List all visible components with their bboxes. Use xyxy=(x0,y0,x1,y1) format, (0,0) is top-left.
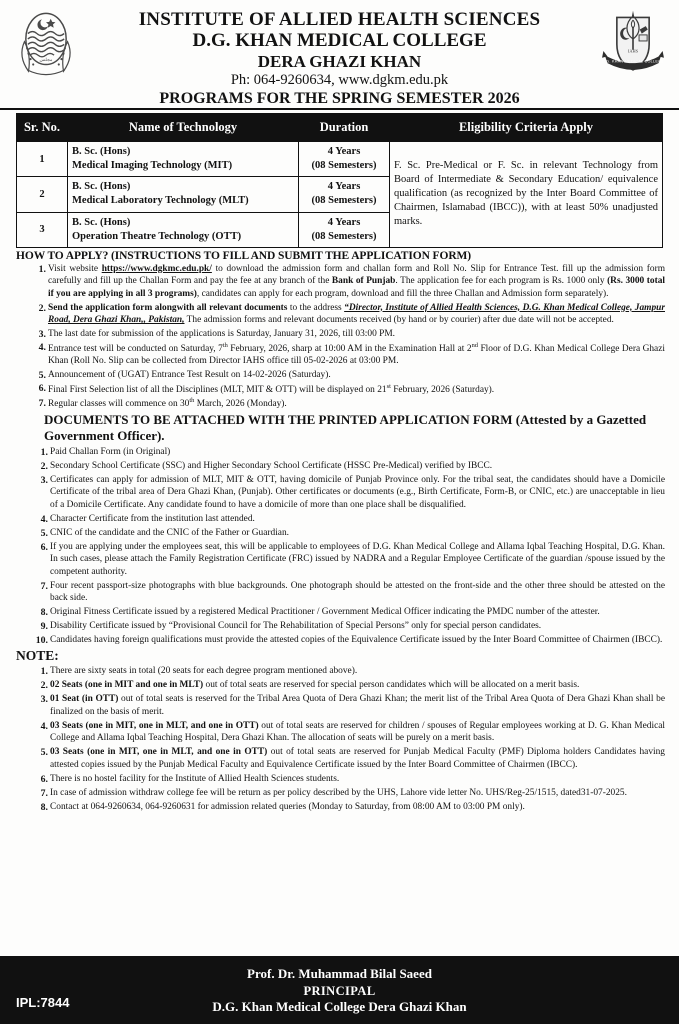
cell-sr-no: 2 xyxy=(17,177,68,212)
website-link[interactable]: https://www.dgkmc.edu.pk/ xyxy=(101,263,212,274)
item-number: 7. xyxy=(38,398,46,410)
item-text: If you are applying under the employees seat, this will be applicable to employees of D.G. Khan Medical College and Allama Iqbal Teaching Hospital, D.G. Khan. In such cases, please attach the Family Registration Certificate (FRC) issued by NADRA and a Regular Employee Certificate of the guardian /spouse issued by the competent authority. xyxy=(50,541,665,577)
principal-role: PRINCIPAL xyxy=(303,983,376,998)
list-item xyxy=(16,773,665,786)
city-title: DERA GHAZI KHAN xyxy=(257,51,422,71)
item-text: Secondary School Certificate (SSC) and Higher Secondary School Certificate (HSSC Pre-Medical) verified by IBCC. xyxy=(50,460,493,471)
item-number: 3. xyxy=(40,694,48,706)
programs-table xyxy=(16,113,663,248)
punjab-government-emblem-icon xyxy=(12,8,80,82)
svg-text:D.G. KHAN MEDICAL COLLEGE: D.G. KHAN MEDICAL COLLEGE xyxy=(601,59,665,64)
cell-technology xyxy=(68,212,299,247)
total-fee-note: (Rs. 3000 total if you are applying in all 3 programs) xyxy=(48,276,666,299)
item-number: 1. xyxy=(38,263,46,275)
item-text: Candidates having foreign qualifications must provide the attested copies of the Equivalence Certificate issued by the Inter Board Committee of Chairmen (IBCC). xyxy=(50,635,663,646)
duration-semesters: (08 Semesters) xyxy=(311,230,377,242)
programs-title: PROGRAMS FOR THE SPRING SEMESTER 2026 xyxy=(159,90,520,108)
cell-sr-no: 1 xyxy=(17,141,68,176)
item-text-a: to download the admission form and challan form and Roll No. Slip for Entrance Test. fill up the admission form carefully and fill up the Challan Form and pay the fee at any branch of the xyxy=(48,263,665,287)
list-item xyxy=(16,527,665,540)
item-text-bold: 03 Seats (one in MIT, one in MLT, and one in OTT) xyxy=(50,720,259,731)
item-text: Paid Challan Form (in Original) xyxy=(50,446,171,457)
signatory-block xyxy=(0,958,679,1016)
item-number: 7. xyxy=(40,580,48,592)
list-item xyxy=(16,620,665,633)
item-number: 5. xyxy=(38,369,46,381)
item-number: 3. xyxy=(40,474,48,486)
list-item xyxy=(16,446,665,459)
table-row xyxy=(17,141,663,176)
cell-technology xyxy=(68,177,299,212)
item-text-post: The admission forms and relevant documents received (by hand or by courier) after due date will not be accepted. xyxy=(184,315,614,326)
item-text: There is no hostel facility for the Institute of Allied Health Sciences students. xyxy=(50,773,340,784)
cell-technology xyxy=(68,141,299,176)
duration-years: 4 Years xyxy=(327,181,361,193)
documents-list xyxy=(16,446,665,647)
item-number: 5. xyxy=(40,747,48,759)
item-text: Regular classes will commence on 30th March, 2026 (Monday). xyxy=(48,397,287,410)
item-text-bold: 01 Seat (in OTT) xyxy=(50,694,119,705)
contact-line: Ph: 064-9260634, www.dgkm.edu.pk xyxy=(230,72,449,89)
item-number: 8. xyxy=(40,801,48,813)
cell-duration xyxy=(299,141,390,176)
institute-title: INSTITUTE OF ALLIED HEALTH SCIENCES xyxy=(138,9,541,30)
how-to-apply-list xyxy=(16,263,665,411)
item-text-bold: 02 Seats (one in MIT and one in MLT) xyxy=(50,680,204,691)
list-item xyxy=(16,541,665,579)
list-item xyxy=(16,397,665,411)
list-item xyxy=(16,474,665,512)
item-number: 6. xyxy=(40,541,48,553)
list-item xyxy=(16,382,665,396)
ipl-number: IPL:7844 xyxy=(16,995,70,1010)
item-text: out of total seats is reserved for the Tribal Area Quota of Dera Ghazi Khan; the merit list of the Tribal Area Quota of Dera Ghazi Khan shall be finalized on the basis of merit. xyxy=(50,694,665,717)
mailing-address: “Director, Institute of Allied Health Sciences, D.G. Khan Medical College, Jampur Road, Dera Ghazi Khan,, Pakistan, xyxy=(48,302,665,326)
list-item xyxy=(16,369,665,382)
table-header-row xyxy=(17,114,663,142)
college-title: D.G. KHAN MEDICAL COLLEGE xyxy=(192,30,487,52)
list-item xyxy=(16,801,665,814)
list-item xyxy=(16,693,665,718)
duration-years: 4 Years xyxy=(327,216,361,228)
cell-duration xyxy=(299,177,390,212)
list-item xyxy=(16,720,665,745)
college-crest-icon xyxy=(599,8,667,82)
technology-label: Medical Laboratory Technology (MLT) xyxy=(72,195,249,207)
item-number: 4. xyxy=(40,720,48,732)
principal-name: Prof. Dr. Muhammad Bilal Saeed xyxy=(247,966,432,981)
item-text: CNIC of the candidate and the CNIC of the Father or Guardian. xyxy=(50,527,289,538)
list-item xyxy=(16,263,665,301)
list-item xyxy=(16,665,665,678)
item-text: out of total seats are reserved for children / spouses of Regular employees working at D. G. Khan Medical College and Allama Iqbal Teaching Hospital, Dera Ghazi Khan. The allocation of seats will be purely on a merit basis. xyxy=(50,720,666,744)
note-list xyxy=(16,665,665,813)
item-number: 1. xyxy=(40,666,48,678)
degree-label: B. Sc. (Hons) xyxy=(72,145,131,157)
degree-label: B. Sc. (Hons) xyxy=(72,216,131,228)
cell-eligibility: F. Sc. Pre-Medical or F. Sc. in relevant Technology from Board of Intermediate & Secondary Education/ equivalence qualification (as recognized by the Inter Board Committee of Chairmen, Islamabad (IBCC)), with at least 50% unadjusted marks. xyxy=(390,141,663,247)
item-text: Announcement of (UGAT) Entrance Test Result on 14-02-2026 (Saturday). xyxy=(48,369,331,380)
column-header-technology: Name of Technology xyxy=(68,114,299,142)
item-number: 4. xyxy=(40,513,48,525)
item-number: 7. xyxy=(40,787,48,799)
technology-label: Medical Imaging Technology (MIT) xyxy=(72,160,233,172)
column-header-duration: Duration xyxy=(299,114,390,142)
item-text-pre: Visit website xyxy=(48,263,102,274)
list-item xyxy=(16,328,665,341)
item-number: 9. xyxy=(40,621,48,633)
column-header-sr-no: Sr. No. xyxy=(17,114,68,142)
item-text: Disability Certificate issued by “Provisional Council for The Rehabilitation of Special Persons” only for special person candidates. xyxy=(50,621,542,632)
how-to-apply-heading: HOW TO APPLY? (INSTRUCTIONS TO FILL AND SUBMIT THE APPLICATION FORM) xyxy=(16,249,472,262)
item-number: 8. xyxy=(40,607,48,619)
degree-label: B. Sc. (Hons) xyxy=(72,181,131,193)
item-text-bold: 03 Seats (one in MIT, one in MLT, and one in OTT) xyxy=(50,747,268,758)
item-text: There are sixty seats in total (20 seats for each degree program mentioned above). xyxy=(50,666,358,677)
send-form-instruction: Send the application form alongwith all relevant documents xyxy=(48,302,288,313)
duration-years: 4 Years xyxy=(327,145,361,157)
item-number: 2. xyxy=(40,460,48,472)
item-number: 6. xyxy=(38,383,46,395)
duration-semesters: (08 Semesters) xyxy=(311,160,377,172)
list-item xyxy=(16,634,665,647)
item-text-mid: to the address xyxy=(287,302,345,313)
list-item xyxy=(16,606,665,619)
list-item xyxy=(16,746,665,771)
item-text: Entrance test will be conducted on Saturday, 7th February, 2026, sharp at 10:00 AM in the Examination Hall at 2nd Floor of D.G. Khan Medical College Dera Ghazi Khan (Roll No. Slip can be collected from Director IAHS office till 05-02-2026 at 03:00 PM. xyxy=(48,341,665,367)
footer-institution: D.G. Khan Medical College Dera Ghazi Khan xyxy=(212,999,467,1015)
list-item xyxy=(16,341,665,367)
item-text: out of total seats are reserved for Punjab Medical Faculty (PMF) Diploma holders Candidates having attested copies issued by the Punjab Medical Faculty and Equivalence Certificate issued by the Inter Board Committee of Chairmen (IBCC). xyxy=(50,747,665,770)
item-text: Final First Selection list of all the Disciplines (MLT, MIT & OTT) will be displayed on 21st February, 2026 (Saturday). xyxy=(48,382,495,395)
list-item xyxy=(16,302,665,327)
technology-label: Operation Theatre Technology (OTT) xyxy=(72,230,242,242)
documents-heading: DOCUMENTS TO BE ATTACHED WITH THE PRINTED APPLICATION FORM (Attested by a Gazetted Government Officer). xyxy=(44,412,647,444)
item-number: 10. xyxy=(35,635,48,647)
document-header xyxy=(0,0,679,110)
item-number: 2. xyxy=(40,680,48,692)
list-item xyxy=(16,787,665,800)
item-text-b: . The application fee for each program is Rs. 1000 only xyxy=(395,276,608,287)
column-header-eligibility: Eligibility Criteria Apply xyxy=(390,114,663,142)
duration-semesters: (08 Semesters) xyxy=(311,195,377,207)
bank-name: Bank of Punjab xyxy=(331,276,396,287)
item-number: 2. xyxy=(38,302,46,314)
item-text: out of total seats are reserved for special person candidates which will be allocated on a merit basis. xyxy=(203,680,580,691)
svg-text:IAHS: IAHS xyxy=(627,48,639,54)
item-text: In case of admission withdraw college fee will be return as per policy described by the UHS, Lahore vide letter No. UHS/Reg-25/1515, dated31-07-2025. xyxy=(50,787,627,798)
list-item xyxy=(16,513,665,526)
item-number: 4. xyxy=(38,342,46,354)
programs-table-wrapper xyxy=(16,113,663,248)
note-heading: NOTE: xyxy=(16,648,59,664)
svg-text:مجلس: مجلس xyxy=(39,58,53,64)
item-text: Character Certificate from the institution last attended. xyxy=(50,513,255,524)
list-item xyxy=(16,580,665,605)
list-item xyxy=(16,679,665,692)
cell-sr-no: 3 xyxy=(17,212,68,247)
item-text: Original Fitness Certificate issued by a registered Medical Practitioner / Government Medical Officer indicating the PMDC number of the attester. xyxy=(50,607,600,618)
item-text-c: , candidates can apply for each program, download and fill the three Challan and Admission form separately). xyxy=(196,288,609,299)
cell-duration xyxy=(299,212,390,247)
list-item xyxy=(16,460,665,473)
item-number: 5. xyxy=(40,527,48,539)
item-text: The last date for submission of the applications is Saturday, January 31, 2026, till 03:00 PM. xyxy=(48,328,396,339)
document-footer xyxy=(0,958,679,1024)
item-text: Four recent passport-size photographs with blue backgrounds. One photograph should be attested on the front-side and the other three should be attested on the back side. xyxy=(50,580,665,604)
item-number: 1. xyxy=(40,446,48,458)
item-number: 3. xyxy=(38,328,46,340)
item-text: Contact at 064-9260634, 064-9260631 for admission related queries (Monday to Saturday, from 08:00 AM to 03:00 PM only). xyxy=(50,801,525,812)
item-text: Certificates can apply for admission of MLT, MIT & OTT, having domicile of Punjab Province only. For the tribal seat, the candidates should have a Domicile Certificate of the tribal area of Dera Ghazi Khan, (Punjab). Other certificates or documents (e.g., Birth Certificate, Form-B, or CNIC, etc.) are unacceptable in lieu of a Domicile Certificate. Any candidate found to have a domicile of more than one place shall be disqualified. xyxy=(50,474,665,510)
item-number: 6. xyxy=(40,773,48,785)
